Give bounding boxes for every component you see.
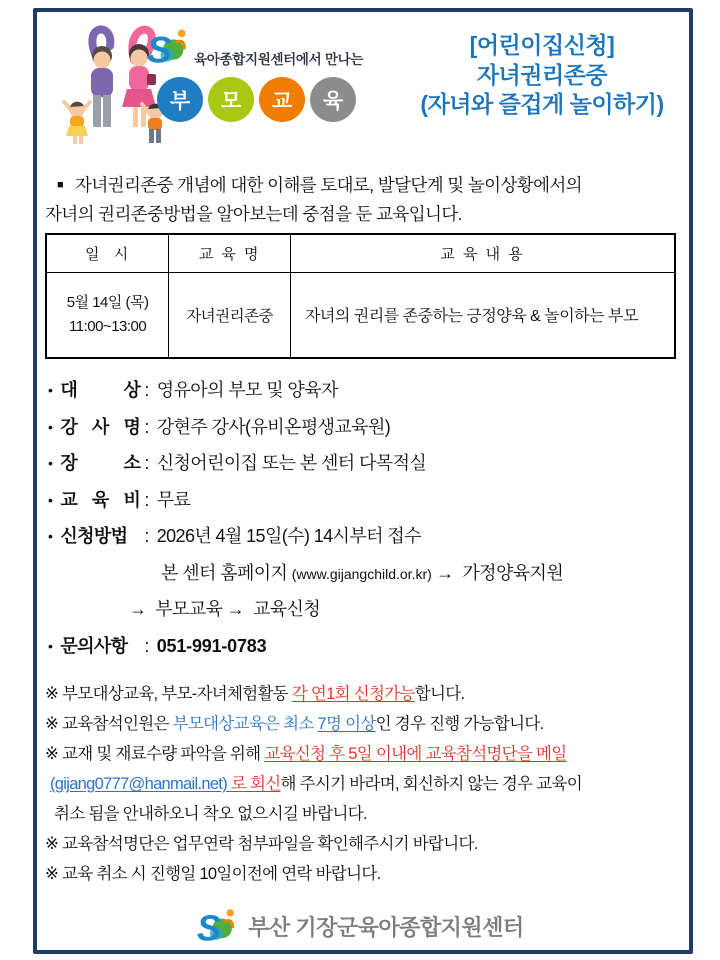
info-place: • 장 소 : 신청어린이집 또는 본 센터 다목적실 — [48, 453, 427, 473]
note-4: ※ 교육참석명단은 업무연락 첨부파일을 확인해주시기 바랍니다. — [45, 835, 478, 853]
info-list — [48, 372, 684, 664]
note-1: ※ 부모대상교육, 부모-자녀체험활동 각 연1회 신청가능합니다. — [45, 685, 465, 703]
apply-path-line-1: 본 센터 홈페이지 (www.gijangchild.or.kr) → 가정양육지원 — [161, 562, 564, 583]
note-5: ※ 교육 취소 시 진행일 10일이전에 연락 바랍니다. — [45, 865, 381, 883]
homepage-url: (www.gijangchild.or.kr) — [291, 565, 432, 582]
note-3-line-1: ※ 교재 및 재료수량 파악을 위해 교육신청 후 5일 이내에 교육참석명단을 메일 — [45, 745, 567, 763]
note-1-highlight: 각 연1회 신청가능 — [291, 685, 415, 703]
table-header-row — [46, 234, 675, 272]
info-contact: • 문의사항 : 051-991-0783 — [48, 635, 267, 656]
square-bullet-icon: ■ — [57, 179, 64, 191]
note-2: ※ 교육참석인원은 부모대상교육은 최소 7명 이상인 경우 진행 가능합니다. — [45, 715, 544, 733]
svg-text:S: S — [146, 28, 172, 68]
intro-line-2: 자녀의 권리존중방법을 알아보는데 중점을 둔 교육입니다. — [45, 204, 462, 224]
title-line-2: 자녀권리존중 — [476, 61, 608, 88]
info-fee: • 교 육 비 : 무료 — [48, 489, 191, 510]
note-2-underline: 7명 이상 — [317, 715, 376, 733]
apply-path-line-2: → 부모교육 → 교육신청 — [129, 599, 321, 619]
logo-circle-2: 교 — [259, 77, 305, 122]
center-logo-icon — [146, 26, 192, 68]
note-3-line-3: 취소 됨을 안내하오니 착오 없으시길 바랍니다. — [54, 805, 367, 823]
note-3-line-2: (gijang0777@hanmail.net) 로 회신해 주시기 바라며, 회신하지 않는 경우 교육이 — [50, 775, 582, 793]
date-line-1: 5월 14일 (목) — [66, 293, 149, 311]
svg-text:S: S — [197, 908, 222, 946]
dot-bullet-icon: • — [48, 382, 53, 398]
footer — [0, 906, 720, 946]
date-line-2: 11:00~13:00 — [69, 317, 147, 335]
footer-org-name: 부산 기장군육아종합지원센터 — [248, 914, 524, 940]
note-3-highlight: 교육신청 후 5일 이내에 교육참석명단을 메일 — [264, 745, 567, 763]
table-row — [46, 272, 675, 358]
cell-course-content: 자녀의 권리를 존중하는 긍정양육 & 놀이하는 부모 — [290, 272, 675, 358]
dot-bullet-icon: • — [48, 637, 53, 654]
info-instructor: • 강 사 명 : 강현주 강사(유비온평생교육원) — [48, 416, 391, 437]
header-course-content: 교 육 내 용 — [290, 234, 675, 272]
header-date: 일 시 — [46, 234, 169, 272]
intro-paragraph — [45, 171, 683, 229]
cell-date — [46, 272, 169, 358]
education-schedule-table — [45, 233, 676, 359]
logo-circle-0: 부 — [157, 77, 203, 122]
center-tagline: 육아종합지원센터에서 만나는 — [194, 52, 364, 67]
dot-bullet-icon: • — [48, 455, 53, 471]
note-2-blue-text: 부모대상교육은 최소 — [172, 715, 318, 733]
info-apply-method: • 신청방법 : 2026년 4월 15일(수) 14시부터 접수 — [48, 526, 421, 546]
header-course-name: 교 육 명 — [169, 234, 291, 272]
title-line-1: [어린이집신청] — [469, 32, 615, 58]
logo-circle-1: 모 — [208, 77, 254, 122]
dot-bullet-icon: • — [48, 491, 53, 508]
contact-phone-number: 051-991-0783 — [156, 635, 267, 656]
parent-edu-logo — [157, 77, 356, 122]
info-target: • 대 상 : 영유아의 부모 및 양육자 — [48, 380, 338, 400]
flyer-title — [392, 31, 692, 120]
email-link[interactable]: (gijang0777@hanmail.net) — [50, 775, 227, 793]
notes-section — [45, 679, 687, 889]
dot-bullet-icon: • — [48, 528, 53, 544]
intro-line-1: 자녀권리존중 개념에 대한 이해를 토대로, 발달단계 및 놀이상황에서의 — [75, 175, 582, 195]
cell-course-name: 자녀권리존중 — [169, 272, 291, 358]
note-3-reply-highlight: 로 회신 — [227, 775, 281, 793]
dot-bullet-icon: • — [48, 418, 53, 435]
title-line-3: (자녀와 즐겁게 놀이하기) — [420, 91, 664, 117]
footer-center-logo-icon — [196, 906, 240, 946]
logo-circle-3: 육 — [310, 77, 356, 122]
